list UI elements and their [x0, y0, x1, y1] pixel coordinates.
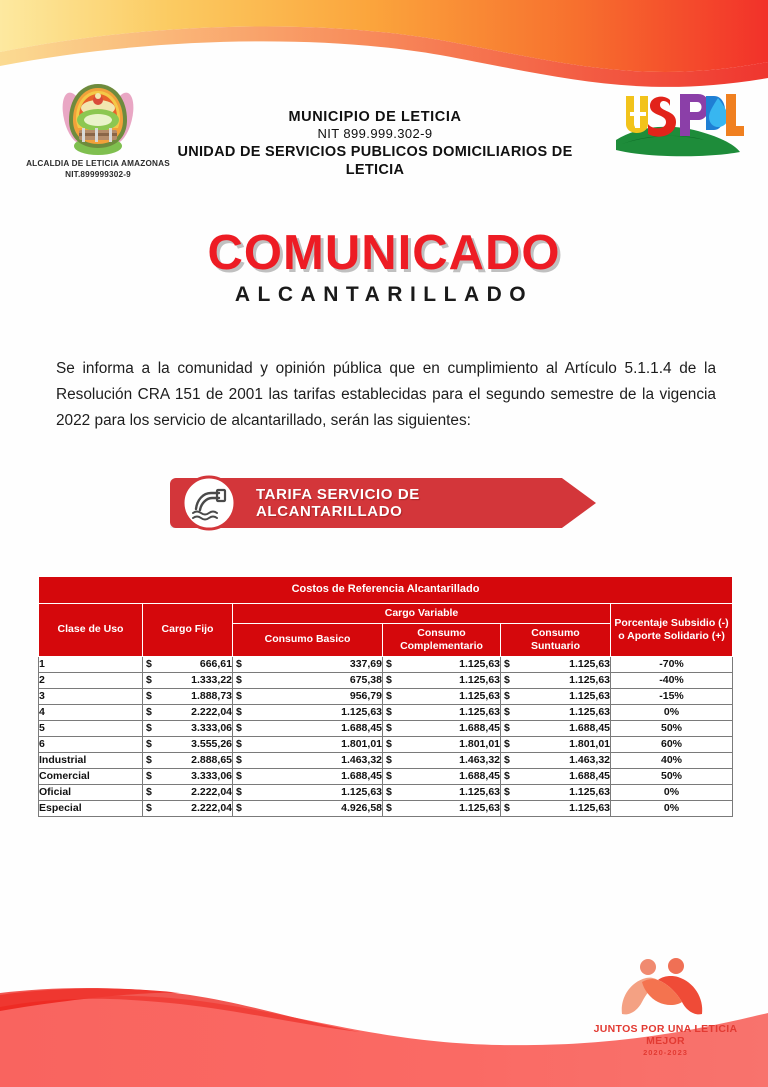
table-title: Costos de Referencia Alcantarillado	[39, 577, 733, 604]
col-header-cargo-fijo: Cargo Fijo	[143, 603, 233, 656]
cell-porcentaje: 60%	[611, 737, 733, 753]
cell-porcentaje: 0%	[611, 801, 733, 817]
col-header-porcentaje-line1: Porcentaje Subsidio (-)	[614, 616, 729, 629]
col-header-suntuario-line2: Suntuario	[531, 640, 580, 652]
tariff-banner	[170, 478, 596, 528]
cell-consumo-basico: $ 675,38	[233, 673, 383, 689]
table-row	[39, 801, 733, 817]
table-group-header-row	[39, 603, 733, 623]
cell-consumo-suntuario: $ 1.125,63	[501, 785, 611, 801]
municipality-name: MUNICIPIO DE LETICIA	[288, 109, 462, 125]
cell-cargo-fijo: $ 1.888,73	[143, 689, 233, 705]
crest-caption-line1: ALCALDIA DE LETICIA AMAZONAS	[26, 159, 170, 168]
sewer-pipe-discharge-icon	[181, 475, 237, 531]
cell-porcentaje: -70%	[611, 657, 733, 673]
footer-slogan: JUNTOS POR UNA LETICIA MEJOR	[593, 1023, 738, 1047]
cell-clase-de-uso: 2	[39, 673, 143, 689]
cell-consumo-complementario: $ 1.125,63	[383, 657, 501, 673]
table-body	[39, 657, 733, 817]
col-header-consumo-basico: Consumo Basico	[233, 623, 383, 656]
cell-clase-de-uso: Industrial	[39, 753, 143, 769]
col-header-complementario-line1: Consumo	[417, 626, 466, 639]
cell-consumo-suntuario: $ 1.125,63	[501, 657, 611, 673]
table-row	[39, 673, 733, 689]
entity-name: UNIDAD DE SERVICIOS PUBLICOS DOMICILIARIOS DE LETICIA	[177, 144, 573, 179]
cell-cargo-fijo: $ 2.222,04	[143, 705, 233, 721]
cell-porcentaje: 40%	[611, 753, 733, 769]
cell-clase-de-uso: Comercial	[39, 769, 143, 785]
cell-consumo-complementario: $ 1.125,63	[383, 673, 501, 689]
coat-of-arms-icon	[59, 78, 137, 158]
cell-consumo-suntuario: $ 1.125,63	[501, 705, 611, 721]
cell-consumo-basico: $ 1.688,45	[233, 769, 383, 785]
cell-consumo-complementario: $ 1.801,01	[383, 737, 501, 753]
cell-consumo-complementario: $ 1.125,63	[383, 785, 501, 801]
cell-consumo-complementario: $ 1.688,45	[383, 769, 501, 785]
cell-consumo-suntuario: $ 1.463,32	[501, 753, 611, 769]
col-header-suntuario-line1: Consumo	[531, 626, 580, 639]
uspdl-logo-icon	[608, 82, 748, 162]
cell-porcentaje: 0%	[611, 705, 733, 721]
table-row	[39, 657, 733, 673]
cell-consumo-basico: $ 4.926,58	[233, 801, 383, 817]
cell-consumo-suntuario: $ 1.125,63	[501, 689, 611, 705]
table-row	[39, 689, 733, 705]
table-row	[39, 721, 733, 737]
cell-consumo-suntuario: $ 1.688,45	[501, 769, 611, 785]
cell-cargo-fijo: $ 2.222,04	[143, 801, 233, 817]
cell-clase-de-uso: 6	[39, 737, 143, 753]
cell-consumo-basico: $ 1.688,45	[233, 721, 383, 737]
cell-cargo-fijo: $ 2.222,04	[143, 785, 233, 801]
cell-clase-de-uso: Oficial	[39, 785, 143, 801]
cell-consumo-suntuario: $ 1.801,01	[501, 737, 611, 753]
cell-cargo-fijo: $ 1.333,22	[143, 673, 233, 689]
cell-clase-de-uso: 1	[39, 657, 143, 673]
tariff-table	[38, 576, 733, 817]
col-header-consumo-suntuario	[501, 623, 611, 656]
header-title-block	[150, 108, 600, 179]
cell-consumo-basico: $ 1.125,63	[233, 705, 383, 721]
cell-consumo-complementario: $ 1.688,45	[383, 721, 501, 737]
col-group-cargo-variable: Cargo Variable	[233, 603, 611, 623]
cell-porcentaje: -40%	[611, 673, 733, 689]
cell-porcentaje: 0%	[611, 785, 733, 801]
cell-consumo-suntuario: $ 1.688,45	[501, 721, 611, 737]
body-paragraph: Se informa a la comunidad y opinión pública que en cumplimiento al Artículo 5.1.1.4 de la Resolución CRA 151 de 2001 las tarifas establecidas para el segundo semestre de la vigencia 2022 para los servicio de alcantarillado, serán las siguientes:	[56, 360, 716, 429]
table-row	[39, 753, 733, 769]
cell-porcentaje: -15%	[611, 689, 733, 705]
table-head	[39, 577, 733, 657]
cell-clase-de-uso: 4	[39, 705, 143, 721]
table-title-row	[39, 577, 733, 604]
cell-cargo-fijo: $ 666,61	[143, 657, 233, 673]
municipality-nit: NIT 899.999.302-9	[317, 126, 433, 142]
cell-consumo-complementario: $ 1.125,63	[383, 705, 501, 721]
col-header-clase: Clase de Uso	[39, 603, 143, 656]
cell-cargo-fijo: $ 3.555,26	[143, 737, 233, 753]
cell-consumo-basico: $ 956,79	[233, 689, 383, 705]
col-header-complementario-line2: Complementario	[400, 640, 483, 652]
col-header-consumo-complementario	[383, 623, 501, 656]
footer-years: 2020-2023	[643, 1048, 688, 1057]
cell-consumo-complementario: $ 1.125,63	[383, 689, 501, 705]
cell-porcentaje: 50%	[611, 769, 733, 785]
page-subtitle: ALCANTARILLADO	[234, 283, 534, 306]
page-title: COMUNICADO	[207, 226, 561, 280]
crest-caption-line2: NIT.899999302-9	[65, 170, 131, 180]
cell-cargo-fijo: $ 3.333,06	[143, 721, 233, 737]
cell-consumo-basico: $ 1.463,32	[233, 753, 383, 769]
cell-consumo-basico: $ 1.801,01	[233, 737, 383, 753]
cell-cargo-fijo: $ 2.888,65	[143, 753, 233, 769]
cell-cargo-fijo: $ 3.333,06	[143, 769, 233, 785]
table-row	[39, 785, 733, 801]
cell-clase-de-uso: 5	[39, 721, 143, 737]
cell-consumo-basico: $ 1.125,63	[233, 785, 383, 801]
banner-label: TARIFA SERVICIO DE ALCANTARILLADO	[256, 486, 420, 520]
table-row	[39, 769, 733, 785]
two-people-logo-icon	[606, 958, 726, 1020]
table-row	[39, 705, 733, 721]
cell-consumo-suntuario: $ 1.125,63	[501, 673, 611, 689]
col-header-porcentaje-line2: o Aporte Solidario (+)	[618, 629, 725, 642]
cell-consumo-complementario: $ 1.125,63	[383, 801, 501, 817]
table-row	[39, 737, 733, 753]
footer-logo	[578, 958, 753, 1057]
document-header	[0, 78, 768, 198]
cell-consumo-suntuario: $ 1.125,63	[501, 801, 611, 817]
cell-clase-de-uso: Especial	[39, 801, 143, 817]
cell-consumo-complementario: $ 1.463,32	[383, 753, 501, 769]
cell-consumo-basico: $ 337,69	[233, 657, 383, 673]
col-header-porcentaje	[611, 603, 733, 656]
cell-clase-de-uso: 3	[39, 689, 143, 705]
cell-porcentaje: 50%	[611, 721, 733, 737]
